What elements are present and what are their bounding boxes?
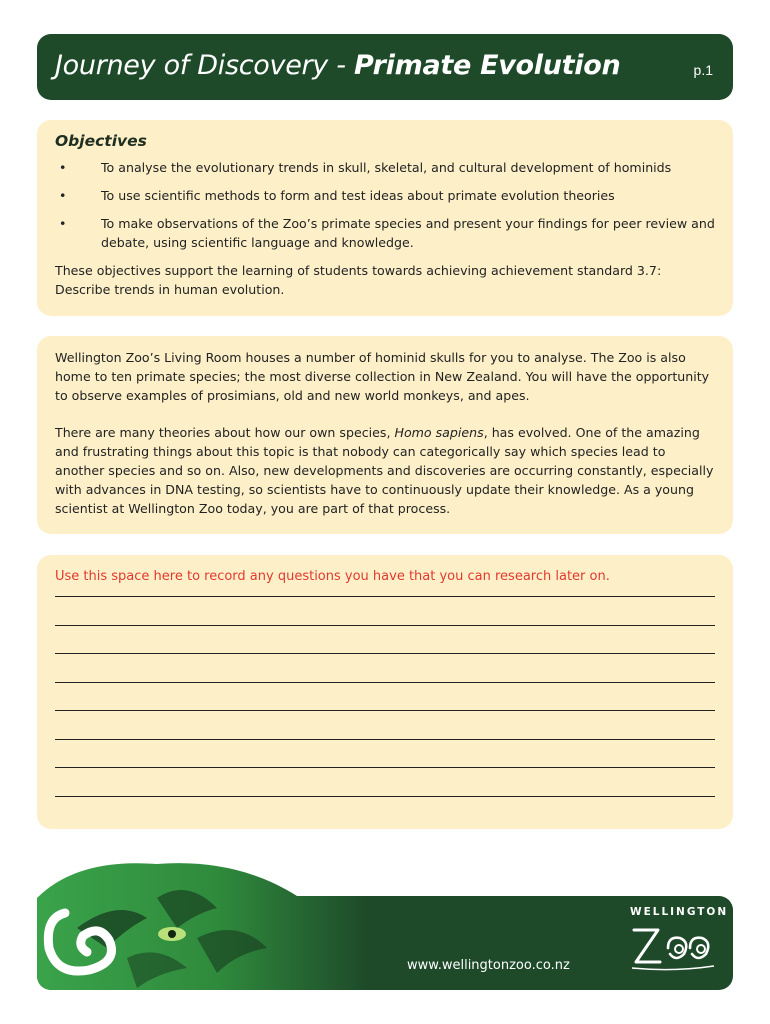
objectives-list [55,158,715,252]
objective-item [55,214,715,252]
intro-paragraph-1: Wellington Zoo’s Living Room houses a number of hominid skulls for you to analyse. The Zoo is also home to ten primate species; the most diverse collection in New Zealand. You will have the opportunity to observe examples of prosimians, old and new world monkeys, and apes. [55,350,710,403]
bullet-icon: • [59,160,67,175]
tiger-face-icon [37,858,367,990]
species-name: Homo sapiens [394,425,484,440]
page-header [37,34,733,100]
bullet-icon: • [59,216,67,231]
objectives-support: These objectives support the learning of students towards achieving achievement standard 3.7: Describe trends in human evolution. [55,263,662,297]
objective-text: To make observations of the Zoo’s primate species and present your findings for peer review and debate, using scientific language and knowledge. [101,216,715,250]
objective-item [55,158,715,177]
zoo-logo-icon [628,922,718,972]
objectives-panel [37,120,733,316]
tiger-image [37,858,367,990]
title-bold: Primate Evolution [354,50,621,81]
objective-item [55,186,715,205]
page-number: p.1 [693,62,713,78]
answer-lines [55,596,715,797]
page-title [55,50,620,81]
intro-para2-start: There are many theories about how our own species, [55,425,395,440]
objective-text: To use scientific methods to form and test ideas about primate evolution theories [101,188,615,203]
website-url: www.wellingtonzoo.co.nz [407,958,570,973]
writing-line[interactable] [55,739,715,740]
writing-line[interactable] [55,625,715,626]
intro-panel [37,336,733,534]
writing-line[interactable] [55,767,715,768]
writing-line[interactable] [55,796,715,797]
questions-panel [37,555,733,829]
writing-line[interactable] [55,682,715,683]
bullet-icon: • [59,188,67,203]
logo-wellington: WELLINGTON [630,906,729,918]
objective-text: To analyse the evolutionary trends in skull, skeletal, and cultural development of hominids [101,160,672,175]
intro-para2-end: , has evolved. One of the amazing and frustrating things about this topic is that nobody can categorically say which species lead to another species and so on. Also, new developments and discoveries are occurring constantly, especially with advances in DNA testing, so scientists have to continuously update their knowledge. As a young scientist at Wellington Zoo today, you are part of that process. [55,425,714,516]
writing-line[interactable] [55,653,715,654]
title-main: Journey of Discovery - [55,50,354,81]
intro-paragraph-2 [55,423,715,518]
questions-prompt: Use this space here to record any questions you have that you can research later on. [55,569,610,584]
writing-line[interactable] [55,596,715,597]
writing-line[interactable] [55,710,715,711]
objectives-heading: Objectives [55,132,147,150]
